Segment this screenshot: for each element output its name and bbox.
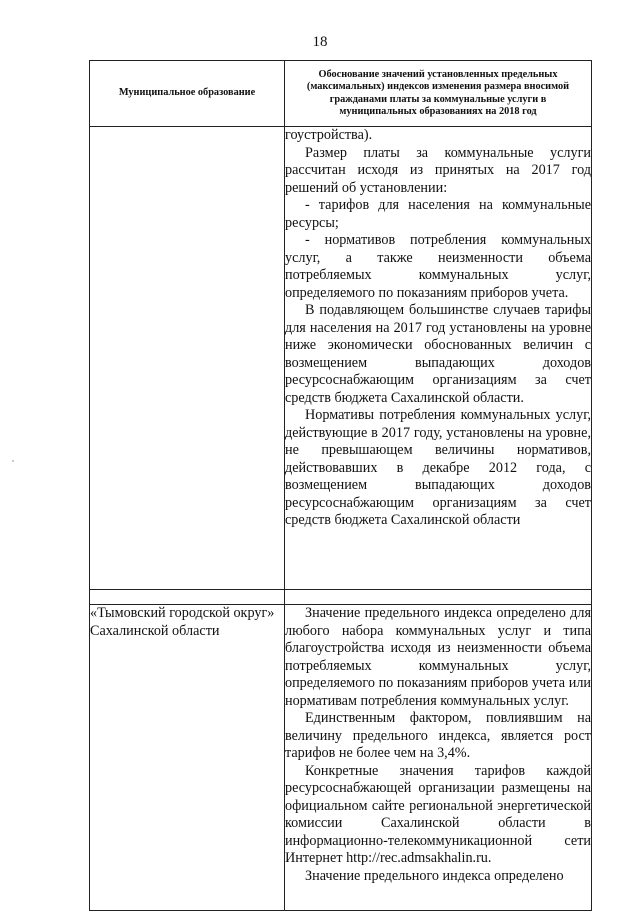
- row1-paragraph: - нормативов потребления коммунальных услуг, а также неизменности объема потребляемых коммунальных услуг, определяемого по показаниям приборов учета.: [285, 232, 591, 301]
- table-spacer-row: [90, 590, 592, 605]
- row1-paragraph: Размер платы за коммунальные услуги рассчитан исходя из принятых на 2017 год решений об установлении:: [285, 144, 591, 196]
- row2-paragraph: Значение предельного индекса определено: [305, 867, 564, 884]
- row2-justification-cell: [285, 605, 592, 911]
- spacer-cell: [285, 590, 592, 605]
- row1-paragraph: - тарифов для населения на коммунальные ресурсы;: [285, 197, 591, 231]
- row1-paragraph: гоустройства).: [285, 127, 373, 143]
- row1-justification-cell: [285, 127, 592, 590]
- row2-paragraph: Единственным фактором, повлиявшим на величину предельного индекса, является рост тарифов не более чем на 3,4%.: [285, 710, 591, 761]
- spacer-cell: [90, 590, 285, 605]
- scan-speck: [12, 460, 14, 462]
- row1-paragraph: Нормативы потребления коммунальных услуг, действующие в 2017 году, установлены на уровне, не превышающем величины нормативов, действовавших в декабре 2012 года, с возмещением выпадающих доходов ресурсоснабжающим организациям за счет средств бюджета Сахалинской области: [285, 407, 591, 528]
- row2-paragraph: Значение предельного индекса определено для любого набора коммунальных услуг и типа благоустройства исходя из неизменности объема потребляемых коммунальных услуг, определяемого по показаниям приборов учета или нормативам потребления коммунальных услуг.: [285, 605, 591, 709]
- header-justification: Обоснование значений установленных предельных (максимальных) индексов изменения размера вносимой гражданами платы за коммунальные услуги в муниципальных образованиях на 2018 год: [285, 61, 592, 127]
- row2-municipality-name: «Тымовский городской округ» Сахалинской области: [90, 605, 285, 911]
- row1-municipality-cell: [90, 127, 285, 590]
- page-number: 18: [312, 34, 328, 50]
- row1-paragraph: В подавляющем большинстве случаев тарифы для населения на 2017 год установлены на уровне ниже экономически обоснованных величин с возмещением выпадающих доходов ресурсоснабжающим организациям за счет средств бюджета Сахалинской области.: [285, 302, 591, 406]
- header-municipality: Муниципальное образование: [90, 61, 285, 127]
- row2-paragraph: Конкретные значения тарифов каждой ресурсоснабжающей организации размещены на официальном сайте региональной энергетической комиссии Сахалинской области в информационно-телекоммуникационной сети Интернет http://rec.admsakhalin.ru.: [285, 762, 591, 866]
- table-row: [90, 127, 592, 590]
- table-header-row: [90, 61, 592, 127]
- table-row: [90, 605, 592, 911]
- document-table: [89, 60, 592, 911]
